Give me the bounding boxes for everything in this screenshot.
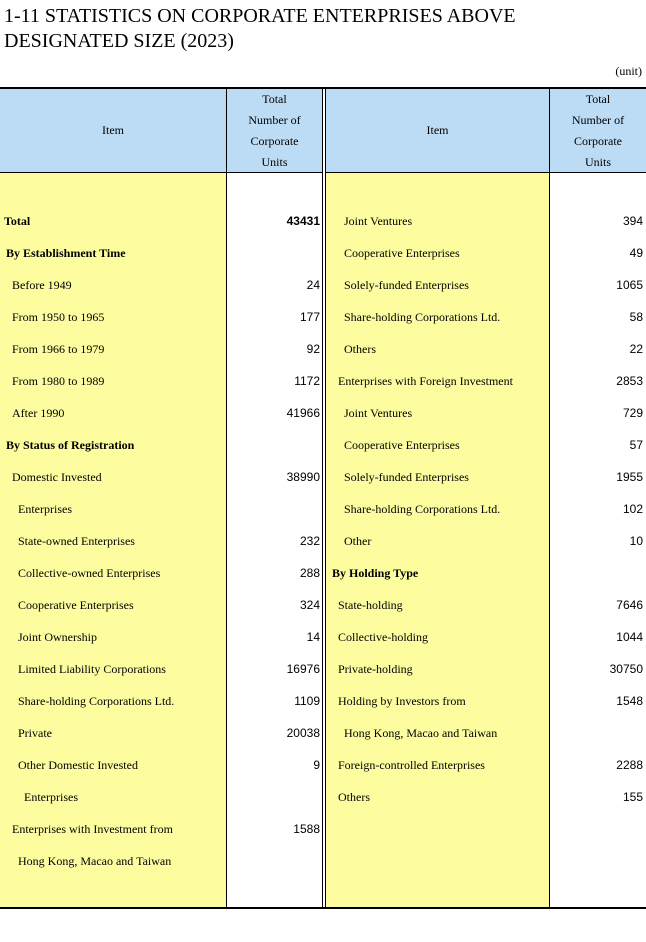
right-row-label: Enterprises with Foreign Investment bbox=[338, 374, 513, 388]
right-row-value: 2288 bbox=[616, 758, 643, 772]
header-total-line4: Units bbox=[584, 154, 611, 169]
right-row-value: 2853 bbox=[616, 374, 643, 388]
left-row-label: Domestic Invested bbox=[12, 470, 102, 484]
right-row-label: Holding by Investors from bbox=[338, 694, 466, 708]
left-row-value: 1172 bbox=[294, 374, 320, 388]
header-total-left bbox=[227, 89, 322, 173]
right-row-value: 57 bbox=[629, 438, 643, 452]
right-row-value: 22 bbox=[629, 342, 643, 356]
header-total-line2: Number of bbox=[248, 112, 301, 127]
right-row-label: Cooperative Enterprises bbox=[344, 438, 460, 452]
header-total-line3: Corporate bbox=[250, 133, 299, 148]
left-row-label: Hong Kong, Macao and Taiwan bbox=[18, 854, 172, 868]
right-row-value: 7646 bbox=[616, 598, 643, 612]
right-row-value: 1955 bbox=[616, 470, 643, 484]
title-line-2: DESIGNATED SIZE (2023) bbox=[4, 30, 234, 52]
left-row-label: By Status of Registration bbox=[6, 438, 135, 452]
right-row-value: 1548 bbox=[616, 694, 643, 708]
left-row-label: Before 1949 bbox=[12, 278, 72, 292]
right-row-label: Joint Ventures bbox=[344, 406, 413, 420]
left-row-label: Private bbox=[18, 726, 52, 740]
right-row-label: Share-holding Corporations Ltd. bbox=[344, 502, 501, 516]
left-row-value: 43431 bbox=[286, 214, 320, 228]
header-total-line4: Units bbox=[261, 154, 288, 169]
left-row-label: Share-holding Corporations Ltd. bbox=[18, 694, 175, 708]
left-row-value: 177 bbox=[299, 310, 320, 324]
right-row-value: 102 bbox=[622, 502, 643, 516]
left-row-label: Enterprises bbox=[24, 790, 78, 804]
header-item-right-label: Item bbox=[426, 123, 449, 137]
right-row-label: Foreign-controlled Enterprises bbox=[338, 758, 485, 772]
right-row-label: State-holding bbox=[338, 598, 403, 612]
right-row-value: 10 bbox=[629, 534, 643, 548]
right-row-label: Cooperative Enterprises bbox=[344, 246, 460, 260]
left-row-label: Enterprises with Investment from bbox=[12, 822, 173, 836]
right-row-label: Hong Kong, Macao and Taiwan bbox=[344, 726, 498, 740]
header-total-line1: Total bbox=[262, 91, 287, 106]
right-row-value: 58 bbox=[629, 310, 643, 324]
left-row-value: 9 bbox=[313, 758, 320, 772]
right-row-label: Solely-funded Enterprises bbox=[344, 470, 469, 484]
left-row-value: 16976 bbox=[286, 662, 320, 676]
left-row-value: 324 bbox=[299, 598, 320, 612]
left-row-label: From 1966 to 1979 bbox=[12, 342, 105, 356]
left-row-value: 38990 bbox=[286, 470, 320, 484]
right-row-label: Others bbox=[338, 790, 370, 804]
header-item-left-label: Item bbox=[102, 123, 124, 137]
left-row-label: Collective-owned Enterprises bbox=[18, 566, 161, 580]
left-row-value: 14 bbox=[306, 630, 320, 644]
left-row-value: 92 bbox=[306, 342, 320, 356]
column-rule bbox=[325, 89, 326, 907]
left-row-label: Enterprises bbox=[18, 502, 72, 516]
left-row-label: By Establishment Time bbox=[6, 246, 126, 260]
right-row-label: Other bbox=[344, 534, 372, 548]
left-row-value: 288 bbox=[299, 566, 320, 580]
right-row-label: Collective-holding bbox=[338, 630, 428, 644]
left-row-label: State-owned Enterprises bbox=[18, 534, 135, 548]
header-item-left bbox=[0, 89, 226, 173]
page-title bbox=[4, 4, 644, 54]
header-total-line2: Number of bbox=[571, 112, 625, 127]
header-item-right bbox=[326, 89, 549, 173]
unit-label: (unit) bbox=[615, 64, 642, 78]
right-row-value: 1065 bbox=[616, 278, 643, 292]
column-rule bbox=[549, 89, 550, 907]
right-row-label: Share-holding Corporations Ltd. bbox=[344, 310, 501, 324]
left-row-label: Joint Ownership bbox=[18, 630, 97, 644]
right-row-label: Private-holding bbox=[338, 662, 413, 676]
left-row-label: After 1990 bbox=[12, 406, 65, 420]
right-row-value: 394 bbox=[622, 214, 643, 228]
left-row-value: 1109 bbox=[294, 694, 320, 708]
right-row-value: 30750 bbox=[609, 662, 643, 676]
right-row-label: Solely-funded Enterprises bbox=[344, 278, 469, 292]
left-row-value: 24 bbox=[306, 278, 320, 292]
column-rule bbox=[226, 89, 227, 907]
left-row-label: Total bbox=[4, 214, 31, 228]
right-row-value: 1044 bbox=[616, 630, 643, 644]
left-row-value: 232 bbox=[299, 534, 320, 548]
left-row-label: From 1950 to 1965 bbox=[12, 310, 105, 324]
left-row-value: 41966 bbox=[286, 406, 320, 420]
left-row-label: Cooperative Enterprises bbox=[18, 598, 134, 612]
right-row-value: 729 bbox=[622, 406, 643, 420]
left-row-value: 20038 bbox=[286, 726, 320, 740]
left-row-label: From 1980 to 1989 bbox=[12, 374, 105, 388]
right-row-value: 49 bbox=[629, 246, 643, 260]
title-line-1: 1-11 STATISTICS ON CORPORATE ENTERPRISES ABOVE bbox=[4, 5, 516, 27]
column-rule bbox=[322, 89, 323, 907]
right-row-label: Others bbox=[344, 342, 376, 356]
header-total-right bbox=[550, 89, 646, 173]
left-row-value: 1588 bbox=[293, 822, 320, 836]
right-row-value: 155 bbox=[622, 790, 643, 804]
left-row-label: Other Domestic Invested bbox=[18, 758, 138, 772]
right-row-label: Joint Ventures bbox=[344, 214, 413, 228]
table-bottom-rule bbox=[0, 907, 646, 909]
header-total-line3: Corporate bbox=[574, 133, 622, 148]
header-total-line1: Total bbox=[585, 91, 611, 106]
left-row-label: Limited Liability Corporations bbox=[18, 662, 166, 676]
right-row-label: By Holding Type bbox=[332, 566, 419, 580]
